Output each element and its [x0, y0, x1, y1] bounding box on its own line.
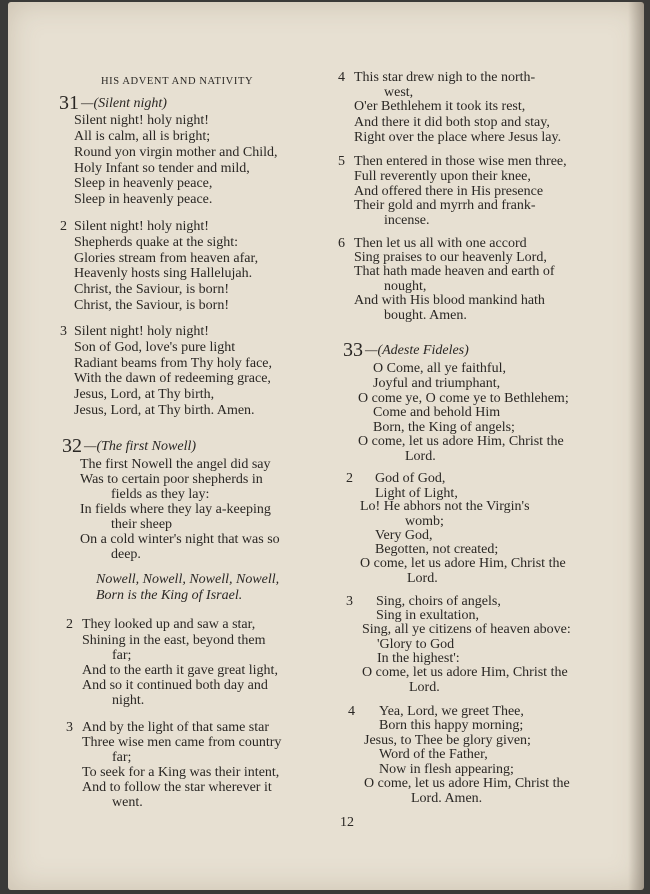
verse-line: far; — [112, 750, 132, 765]
verse-line: This star drew nigh to the north- — [354, 70, 536, 85]
verse-line: Silent night! holy night! — [74, 219, 209, 234]
verse-line: incense. — [384, 213, 430, 228]
verse-line: Full reverently upon their knee, — [354, 169, 531, 184]
verse-number: 4 — [338, 70, 345, 85]
verse-line: With the dawn of redeeming grace, — [74, 371, 271, 386]
verse-line: bought. Amen. — [384, 308, 467, 323]
hymn-32-tune: —(The first Nowell) — [84, 439, 197, 454]
verse-line: Lord. Amen. — [411, 791, 483, 806]
verse-line: Lord. — [405, 449, 436, 464]
verse-line: On a cold winter's night that was so — [80, 532, 280, 547]
verse-number: 2 — [66, 617, 73, 632]
verse-line: Sing, all ye citizens of heaven above: — [362, 622, 571, 637]
verse-line: west, — [384, 85, 414, 100]
verse-line: O come ye, O come ye to Bethlehem; — [358, 391, 569, 406]
verse-line: went. — [112, 795, 143, 810]
verse-line: Lo! He abhors not the Virgin's — [360, 499, 530, 514]
verse-line: O come, let us adore Him, Christ the — [358, 434, 564, 449]
verse-number: 3 — [60, 324, 67, 339]
hymn-33-number: 33 — [343, 339, 363, 361]
verse-line: O'er Bethlehem it took its rest, — [354, 99, 526, 114]
page-spine-shadow — [628, 2, 644, 890]
verse-line: And offered there in His presence — [354, 184, 544, 199]
verse-line: Christ, the Saviour, is born! — [74, 298, 229, 313]
verse-line: 'Glory to God — [377, 637, 455, 652]
verse-line: Sleep in heavenly peace. — [74, 192, 213, 207]
verse-line: Born this happy morning; — [379, 718, 524, 733]
hymn-32-number: 32 — [62, 435, 82, 457]
verse-line: Born, the King of angels; — [373, 420, 515, 435]
verse-line: Round yon virgin mother and Child, — [74, 145, 278, 160]
verse-line: Holy Infant so tender and mild, — [74, 161, 250, 176]
verse-number: 2 — [60, 219, 67, 234]
verse-line: deep. — [111, 547, 141, 562]
verse-line: Shining in the east, beyond them — [82, 633, 266, 648]
verse-line: night. — [112, 693, 145, 708]
verse-line: Was to certain poor shepherds in — [80, 472, 263, 487]
verse-line: Sing, choirs of angels, — [376, 594, 501, 609]
verse-line: In the highest': — [377, 651, 460, 666]
verse-line: Then entered in those wise men three, — [354, 154, 567, 169]
hymnal-page — [8, 2, 644, 890]
verse-number: 3 — [66, 720, 73, 735]
verse-line: O come, let us adore Him, Christ the — [364, 776, 570, 791]
verse-line: O come, let us adore Him, Christ the — [362, 665, 568, 680]
verse-line: Now in flesh appearing; — [379, 762, 514, 777]
verse-line: And there it did both stop and stay, — [354, 115, 550, 130]
verse-line: Heavenly hosts sing Hallelujah. — [74, 266, 253, 281]
verse-line: Right over the place where Jesus lay. — [354, 130, 562, 145]
verse-number: 4 — [348, 704, 355, 719]
verse-number: 2 — [346, 471, 353, 486]
verse-line: In fields where they lay a-keeping — [80, 502, 271, 517]
verse-line: Very God, — [375, 528, 433, 543]
verse-line: The first Nowell the angel did say — [80, 457, 271, 472]
verse-line: Then let us all with one accord — [354, 236, 527, 251]
verse-line: nought, — [384, 279, 427, 294]
verse-line: Sing praises to our heavenly Lord, — [354, 250, 547, 265]
verse-line: Shepherds quake at the sight: — [74, 235, 239, 250]
verse-line: Lord. — [407, 571, 438, 586]
verse-line: their sheep — [111, 517, 173, 532]
verse-line: Silent night! holy night! — [74, 113, 209, 128]
verse-line: Glories stream from heaven afar, — [74, 251, 259, 266]
verse-line: O Come, all ye faithful, — [373, 361, 506, 376]
verse-line: Word of the Father, — [379, 747, 488, 762]
verse-line: Joyful and triumphant, — [373, 376, 501, 391]
verse-line: Radiant beams from Thy holy face, — [74, 356, 273, 371]
verse-line: Lord. — [409, 680, 440, 695]
verse-line: And so it continued both day and — [82, 678, 268, 693]
verse-line: fields as they lay: — [111, 487, 210, 502]
verse-line: Silent night! holy night! — [74, 324, 209, 339]
verse-line: Jesus, to Thee be glory given; — [364, 733, 531, 748]
verse-number: 6 — [338, 236, 345, 251]
verse-line: Sing in exultation, — [376, 608, 480, 623]
refrain-line: Nowell, Nowell, Nowell, Nowell, — [96, 572, 280, 587]
verse-line: God of God, — [375, 471, 446, 486]
verse-line: far; — [112, 648, 132, 663]
hymn-33-tune: —(Adeste Fideles) — [365, 343, 469, 358]
verse-line: Begotten, not created; — [375, 542, 499, 557]
verse-line: And by the light of that same star — [82, 720, 270, 735]
verse-line: Jesus, Lord, at Thy birth, — [74, 387, 215, 402]
verse-line: Three wise men came from country — [82, 735, 282, 750]
hymn-31-tune: —(Silent night) — [81, 96, 167, 111]
running-head: HIS ADVENT AND NATIVITY — [101, 76, 254, 87]
verse-line: Jesus, Lord, at Thy birth. Amen. — [74, 403, 255, 418]
verse-line: Yea, Lord, we greet Thee, — [379, 704, 524, 719]
verse-number: 3 — [346, 594, 353, 609]
verse-line: Light of Light, — [375, 486, 458, 501]
verse-line: To seek for a King was their intent, — [82, 765, 280, 780]
hymn-31-number: 31 — [59, 92, 79, 114]
verse-line: O come, let us adore Him, Christ the — [360, 556, 566, 571]
verse-line: Come and behold Him — [373, 405, 501, 420]
verse-line: Sleep in heavenly peace, — [74, 176, 213, 191]
verse-line: And with His blood mankind hath — [354, 293, 545, 308]
verse-number: 5 — [338, 154, 345, 169]
verse-line: Son of God, love's pure light — [74, 340, 236, 355]
verse-line: womb; — [405, 514, 444, 529]
verse-line: Their gold and myrrh and frank- — [354, 198, 536, 213]
verse-line: All is calm, all is bright; — [74, 129, 211, 144]
verse-line: That hath made heaven and earth of — [354, 264, 555, 279]
page-number: 12 — [340, 815, 354, 830]
verse-line: Christ, the Saviour, is born! — [74, 282, 229, 297]
verse-line: They looked up and saw a star, — [82, 617, 256, 632]
verse-line: And to the earth it gave great light, — [82, 663, 278, 678]
refrain-line: Born is the King of Israel. — [96, 588, 243, 603]
verse-line: And to follow the star wherever it — [82, 780, 272, 795]
